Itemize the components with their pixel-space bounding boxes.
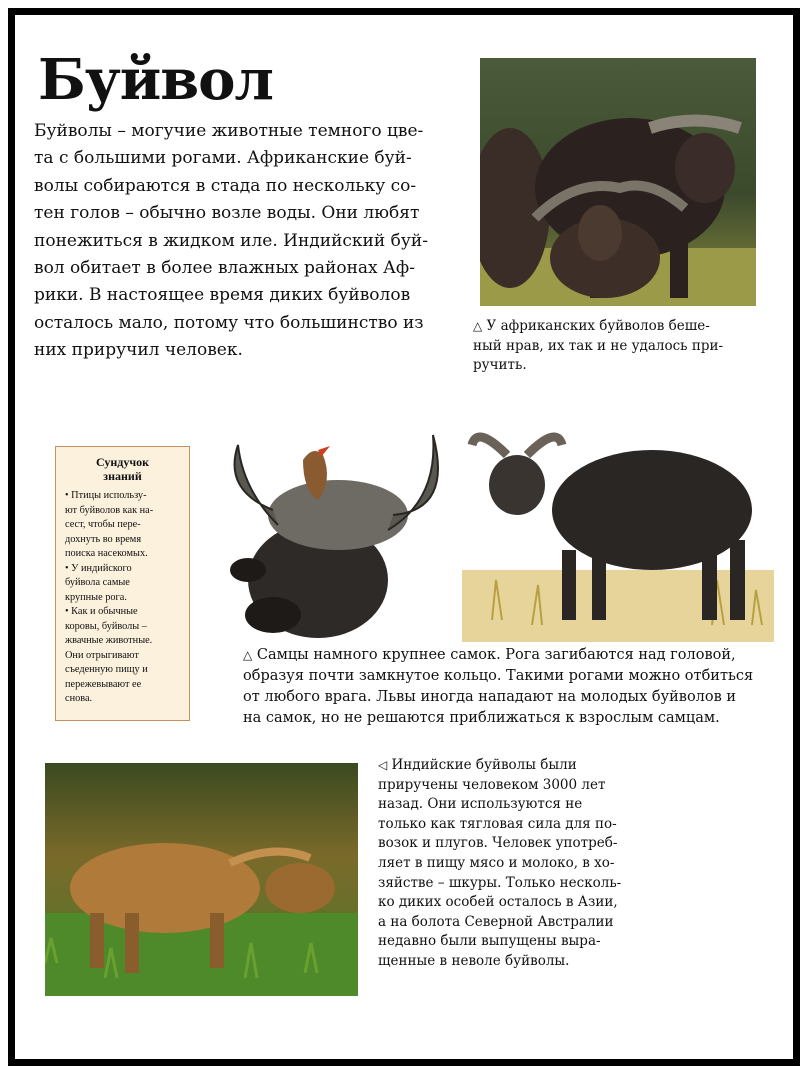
caption-bottom	[378, 756, 653, 972]
caption-middle	[243, 645, 773, 729]
caption-line: ручить.	[473, 357, 527, 374]
caption-line: недавно были выпущены выра-	[378, 933, 601, 950]
fact-box-title: Сундучок знаний	[95, 455, 150, 483]
caption-line: возок и плугов. Человек употреб-	[378, 835, 618, 852]
standing-buffalo-illustration	[462, 420, 774, 642]
intro-line: тен голов – обычно возле воды. Они любят	[34, 203, 420, 224]
intro-line: рики. В настоящее время диких буйволов	[34, 285, 411, 306]
intro-text	[34, 118, 464, 365]
caption-line: ко диких особей осталось в Азии,	[378, 894, 618, 911]
intro-line: осталось мало, потому что большинство из	[34, 312, 424, 333]
triangle-up-icon: △	[473, 319, 483, 333]
intro-line: та с большими рогами. Африканские буй-	[34, 148, 412, 169]
caption-line: ◁ Индийские буйволы были	[378, 757, 577, 773]
fact-box	[55, 446, 190, 721]
caption-line: △ У африканских буйволов беше-	[473, 318, 710, 334]
caption-line: а на болота Северной Австралии	[378, 913, 614, 930]
page-title: Буйвол	[38, 47, 273, 113]
intro-line: понежиться в жидком иле. Индийский буй-	[34, 230, 428, 251]
water-buffalo-photo	[45, 763, 358, 996]
triangle-left-icon: ◁	[378, 758, 388, 772]
african-buffalo-photo	[480, 58, 756, 306]
caption-line: назад. Они используются не	[378, 796, 583, 813]
caption-line: ляет в пищу мясо и молоко, в хо-	[378, 854, 615, 871]
caption-line: щенные в неволе буйволы.	[378, 952, 570, 969]
buffalo-head-illustration	[218, 430, 456, 640]
fact-box-text: • Птицы использу- ют буйволов как на- сест, чтобы пере- дохнуть во время поиска насекомых. • У индийского буйвола самые крупные рога. • Как и обычные коровы, буйволы – жвачные животные. Они отрыгивают съеденную пищу и пережевывают ее снова.	[65, 490, 154, 704]
caption-line: зяйстве – шкуры. Только несколь-	[378, 874, 622, 891]
caption-line: приручены человеком 3000 лет	[378, 776, 606, 793]
caption-line: только как тягловая сила для по-	[378, 815, 617, 832]
intro-line: Буйволы – могучие животные темного цве-	[34, 121, 424, 141]
caption-line: ный нрав, их так и не удалось при-	[473, 337, 724, 354]
caption-line: от любого врага. Львы иногда нападают на молодых буйволов и	[243, 689, 737, 705]
caption-line: образуя почти замкнутое кольцо. Такими рогами можно отбиться	[243, 668, 754, 684]
caption-line: на самок, но не решаются приближаться к взрослым самцам.	[243, 710, 720, 726]
intro-line: вол обитает в более влажных районах Аф-	[34, 258, 415, 279]
intro-line: волы собираются в стада по нескольку со-	[34, 175, 417, 196]
triangle-up-icon: △	[243, 648, 253, 662]
caption-top	[473, 317, 763, 376]
intro-line: них приручил человек.	[34, 340, 243, 361]
caption-line: △ Самцы намного крупнее самок. Рога загибаются над головой,	[243, 647, 736, 663]
